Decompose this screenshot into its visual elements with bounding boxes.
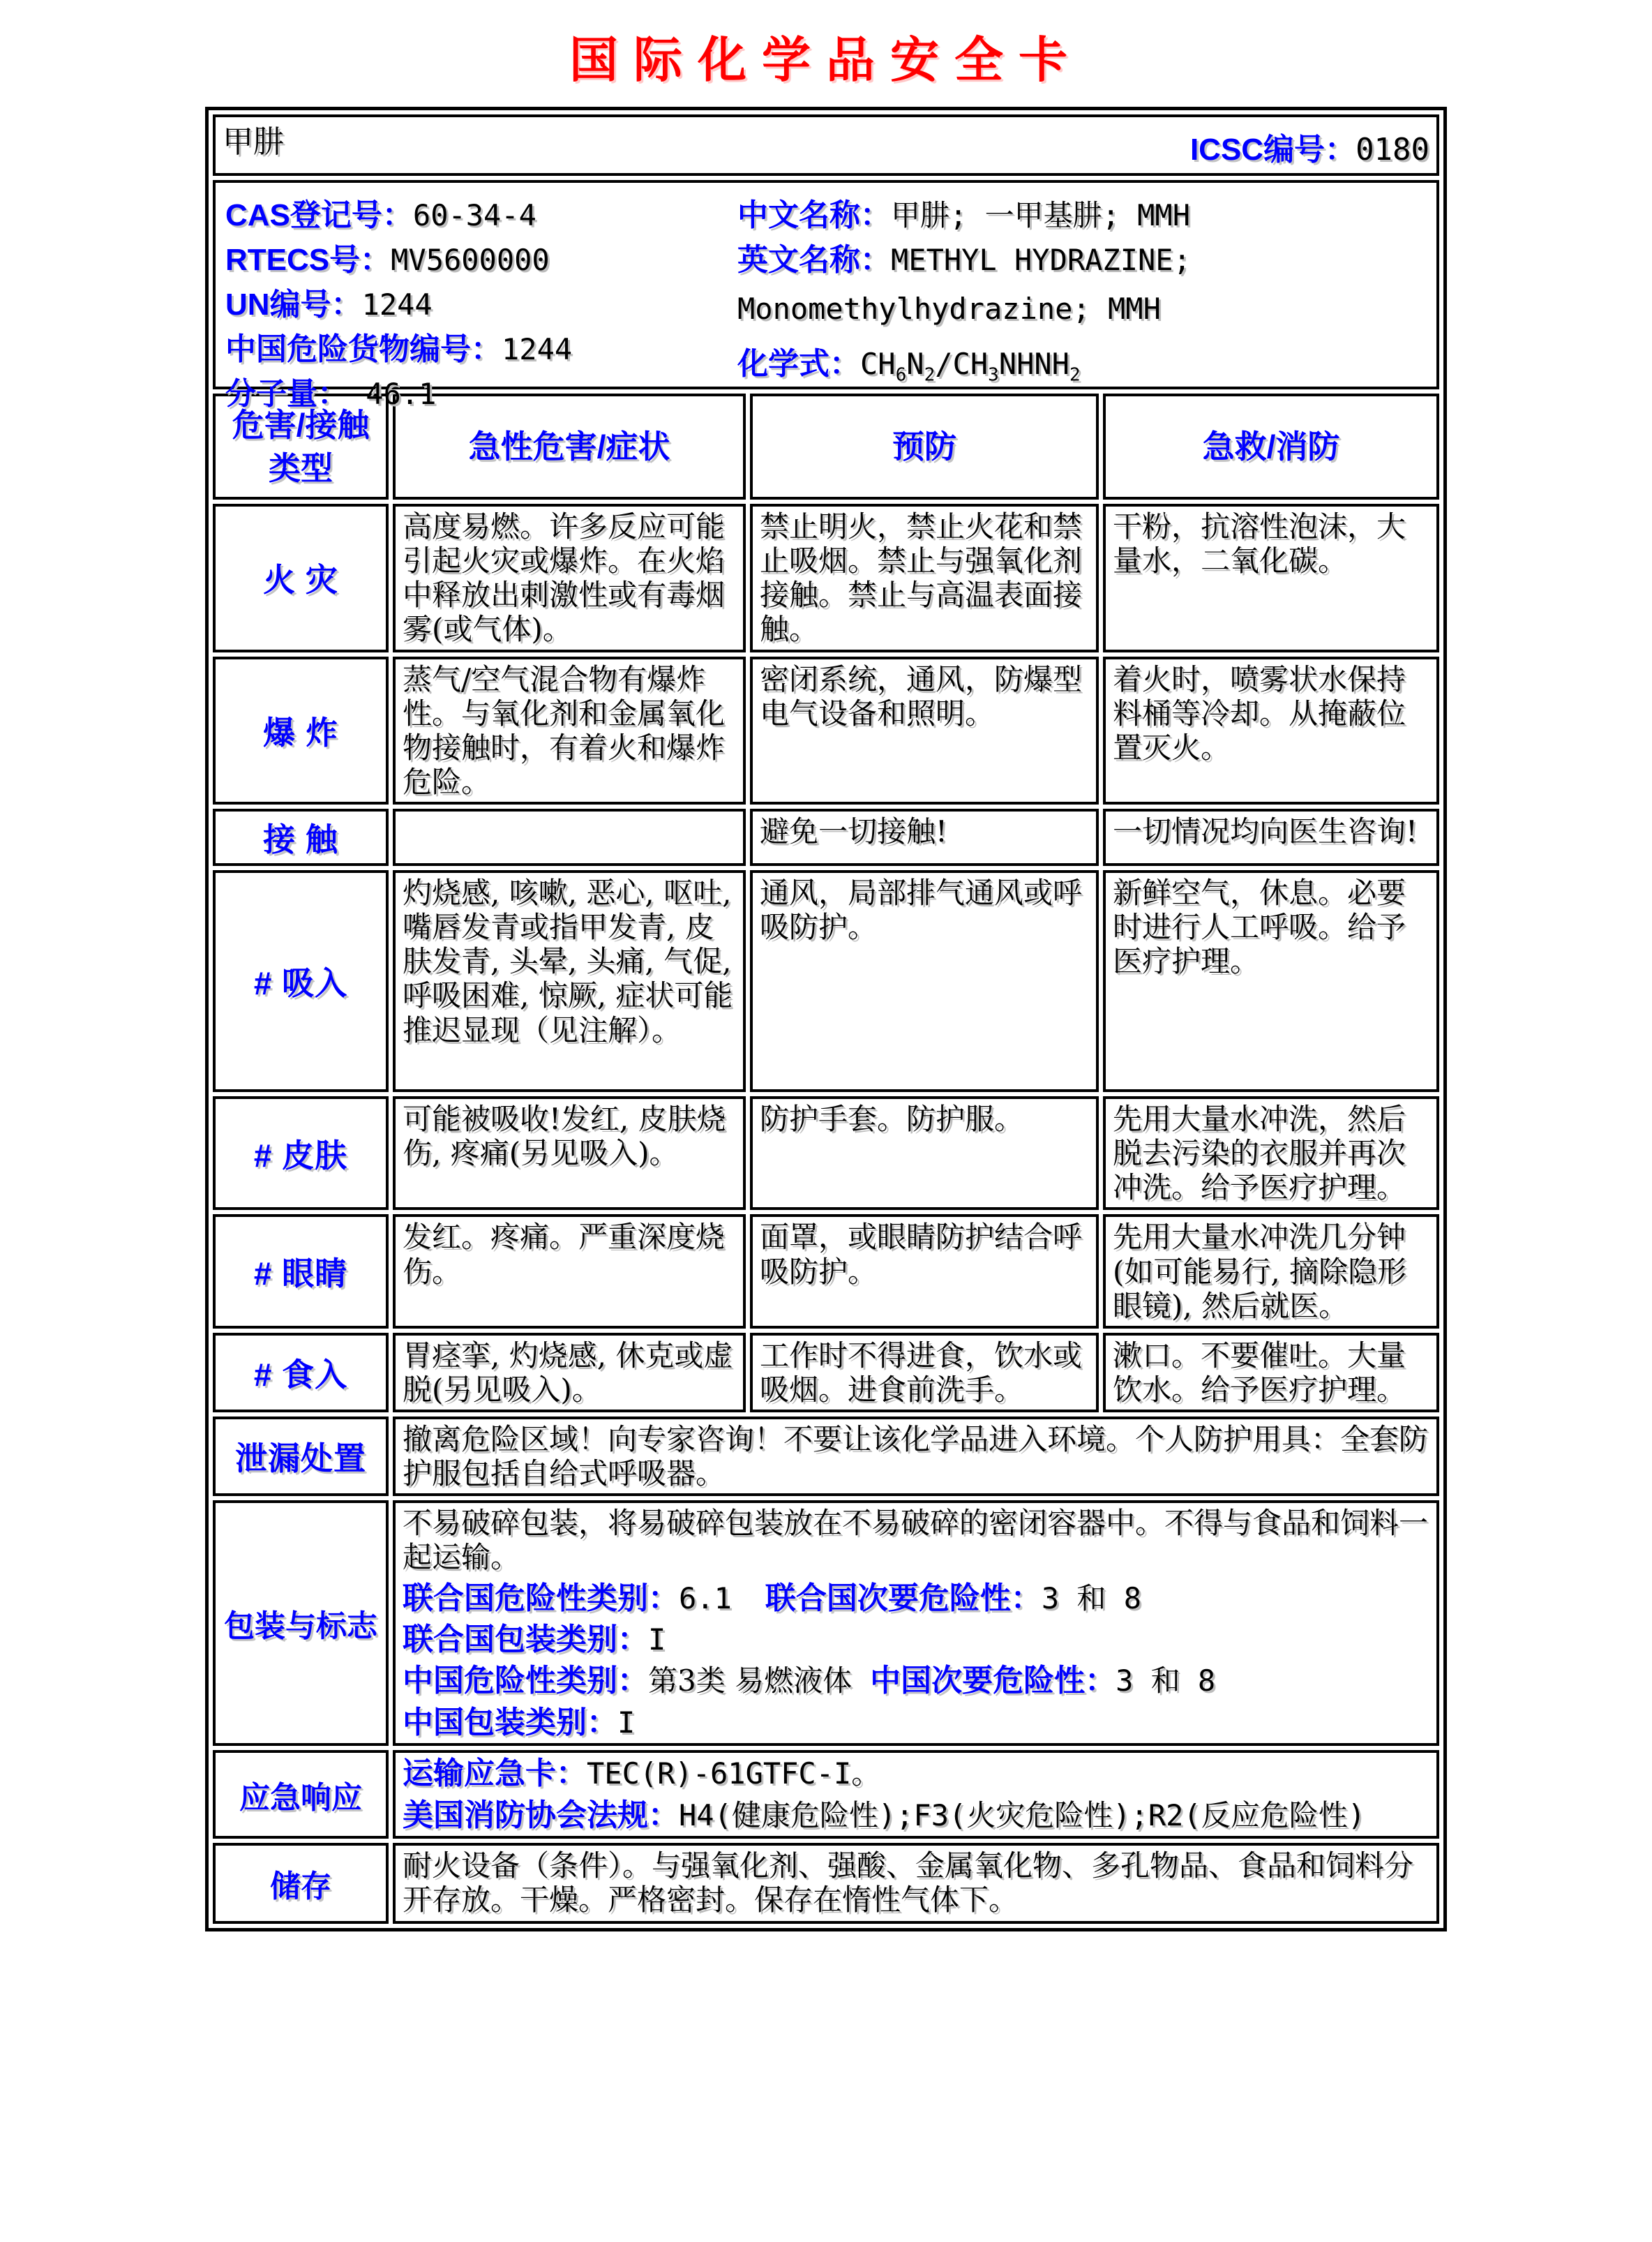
molecular-weight-value: 46.1 <box>348 377 437 411</box>
spill-content-cell: 撤离危险区域！向专家咨询！不要让该化学品进入环境。个人防护用具：全套防护服包括自给式呼吸器。 <box>393 1417 1439 1496</box>
rtecs-number-value: MV5600000 <box>391 243 550 277</box>
row-skin-firefighting-cell: 先用大量水冲洗，然后脱去污染的衣服并再次冲洗。给予医疗护理。 <box>1103 1096 1439 1210</box>
english-name-value-line2: Monomethylhydrazine; MMH <box>737 292 1161 326</box>
molecular-weight-label: 分子量： <box>225 377 348 411</box>
row-skin-symptoms-cell: 可能被吸收!发红, 皮肤烧伤, 疼痛(另见吸入)。 <box>393 1096 746 1210</box>
header-hazard-type: 危害/接触类型 <box>213 394 389 500</box>
row-explosion-firefighting-cell: 着火时，喷雾状水保持料桶等冷却。从掩蔽位置灭火。 <box>1103 657 1439 805</box>
un-number-value: 1244 <box>361 287 433 322</box>
storage-label-cell: 储存 <box>213 1843 389 1924</box>
row-skin-prevention-cell: 防护手套。防护服。 <box>750 1096 1099 1210</box>
chinese-name <box>737 190 1428 234</box>
chinese-name-label: 中文名称： <box>737 198 891 232</box>
row-contact <box>213 809 1439 866</box>
row-contact-prevention-cell: 避免一切接触! <box>750 809 1099 866</box>
china-dg-number <box>225 324 721 368</box>
china-hazard-class-line: 中国危险性类别：第3类 易燃液体 中国次要危险性：3 和 8 <box>403 1664 1216 1698</box>
english-name-value-line1: METHYL HYDRAZINE; <box>891 243 1191 277</box>
row-inhalation <box>213 870 1439 1092</box>
row-eyes-firefighting-cell: 先用大量水冲洗几分钟(如可能易行, 摘除隐形眼镜), 然后就医。 <box>1103 1214 1439 1328</box>
identifiers-cell <box>213 180 1439 411</box>
header-firefighting: 急救/消防 <box>1103 394 1439 500</box>
cas-number-label: CAS登记号： <box>225 198 413 232</box>
name-cell <box>213 114 1439 176</box>
row-inhalation-prevention-cell: 通风，局部排气通风或呼吸防护。 <box>750 870 1099 1092</box>
identifiers-right-column <box>737 190 1428 386</box>
row-explosion-prevention-cell: 密闭系统，通风，防爆型电气设备和照明。 <box>750 657 1099 805</box>
emergency-label-cell: 应急响应 <box>213 1750 389 1839</box>
safety-card <box>205 107 1447 1931</box>
row-ingestion-symptoms-cell: 胃痉挛, 灼烧感, 休克或虚脱(另见吸入)。 <box>393 1333 746 1412</box>
row-ingestion <box>213 1333 1439 1412</box>
row-eyes-label-cell: # 眼睛 <box>213 1214 389 1328</box>
china-dg-number-value: 1244 <box>502 332 573 366</box>
row-fire-prevention-cell: 禁止明火，禁止火花和禁止吸烟。禁止与强氧化剂接触。禁止与高温表面接触。 <box>750 504 1099 652</box>
china-packing-group-line: 中国包装类别：I <box>403 1705 636 1740</box>
row-storage <box>213 1843 1439 1924</box>
un-packing-group-line: 联合国包装类别：I <box>403 1622 666 1657</box>
un-number <box>225 279 721 324</box>
rtecs-number <box>225 234 721 279</box>
row-ingestion-label-cell: # 食入 <box>213 1333 389 1412</box>
row-inhalation-firefighting-cell: 新鲜空气，休息。必要时进行人工呼吸。给予医疗护理。 <box>1103 870 1439 1092</box>
header-symptoms: 急性危害/症状 <box>393 394 746 500</box>
row-inhalation-label-cell: # 吸入 <box>213 870 389 1092</box>
chemical-name: 甲肼 <box>223 124 284 160</box>
icsc-number-value: 0180 <box>1356 132 1430 167</box>
row-skin <box>213 1096 1439 1210</box>
name-row <box>213 114 1439 176</box>
row-fire-label-cell: 火 灾 <box>213 504 389 652</box>
row-explosion-symptoms-cell: 蒸气/空气混合物有爆炸性。与氧化剂和金属氧化物接触时，有着火和爆炸危险。 <box>393 657 746 805</box>
row-eyes-prevention-cell: 面罩，或眼睛防护结合呼吸防护。 <box>750 1214 1099 1328</box>
row-fire <box>213 504 1439 652</box>
english-name <box>737 234 1428 338</box>
packaging-intro: 不易破碎包装，将易破碎包装放在不易破碎的密闭容器中。不得与食品和饲料一起运输。 <box>403 1506 1429 1575</box>
spill-label-cell: 泄漏处置 <box>213 1417 389 1496</box>
emergency-content-cell <box>393 1750 1439 1839</box>
row-eyes <box>213 1214 1439 1328</box>
molecular-weight <box>225 368 721 413</box>
row-contact-label-cell: 接 触 <box>213 809 389 866</box>
english-name-label: 英文名称： <box>737 243 891 277</box>
row-fire-symptoms-cell: 高度易燃。许多反应可能引起火灾或爆炸。在火焰中释放出刺激性或有毒烟雾(或气体)。 <box>393 504 746 652</box>
safety-card-table <box>209 110 1443 1928</box>
row-fire-firefighting-cell: 干粉，抗溶性泡沫，大量水，二氧化碳。 <box>1103 504 1439 652</box>
row-explosion <box>213 657 1439 805</box>
row-explosion-label-cell: 爆 炸 <box>213 657 389 805</box>
row-packaging-labeling <box>213 1500 1439 1746</box>
packaging-label-cell: 包装与标志 <box>213 1500 389 1746</box>
row-inhalation-symptoms-cell: 灼烧感, 咳嗽, 恶心, 呕吐, 嘴唇发青或指甲发青, 皮肤发青, 头晕, 头痛, 气促, 呼吸困难, 惊厥, 症状可能推迟显现（见注解）。 <box>393 870 746 1092</box>
chemical-formula-label: 化学式： <box>737 347 860 381</box>
row-ingestion-prevention-cell: 工作时不得进食，饮水或吸烟。进食前洗手。 <box>750 1333 1099 1412</box>
china-dg-number-label: 中国危险货物编号： <box>225 332 502 366</box>
row-contact-symptoms-cell <box>393 809 746 866</box>
row-spill-disposal <box>213 1417 1439 1496</box>
cas-number <box>225 190 721 234</box>
identifiers-left-column <box>225 190 721 411</box>
icsc-number <box>1190 124 1429 169</box>
storage-content-cell: 耐火设备（条件）。与强氧化剂、强酸、金属氧化物、多孔物品、食品和饲料分开存放。干燥。严格密封。保存在惰性气体下。 <box>393 1843 1439 1924</box>
identifiers-row <box>213 180 1439 389</box>
row-eyes-symptoms-cell: 发红。疼痛。严重深度烧伤。 <box>393 1214 746 1328</box>
chemical-formula-value: $CH_6N_2/CH_3NHNH_2$ <box>860 347 1081 386</box>
un-number-label: UN编号： <box>225 287 362 322</box>
un-hazard-class-line: 联合国危险性类别：6.1 联合国次要危险性：3 和 8 <box>403 1580 1142 1615</box>
row-skin-label-cell: # 皮肤 <box>213 1096 389 1210</box>
chinese-name-value: 甲肼; 一甲基肼; MMH <box>891 198 1191 232</box>
packaging-content-cell <box>393 1500 1439 1746</box>
page-title: 国际化学品安全卡 <box>569 34 1083 88</box>
icsc-document-page <box>0 21 1652 2242</box>
icsc-number-label: ICSC编号： <box>1189 133 1356 167</box>
nfpa-code-line: 美国消防协会法规：H4(健康危险性);F3(火灾危险性);R2(反应危险性) <box>403 1798 1366 1832</box>
row-emergency-response <box>213 1750 1439 1839</box>
rtecs-number-label: RTECS号： <box>225 243 391 277</box>
transport-emergency-card-line: 运输应急卡：TEC(R)-61GTFC-I。 <box>403 1756 881 1791</box>
chemical-formula <box>737 338 1428 385</box>
header-prevention: 预防 <box>750 394 1099 500</box>
cas-number-value: 60-34-4 <box>412 198 536 232</box>
row-ingestion-firefighting-cell: 漱口。不要催吐。大量饮水。给予医疗护理。 <box>1103 1333 1439 1412</box>
row-contact-firefighting-cell: 一切情况均向医生咨询! <box>1103 809 1439 866</box>
